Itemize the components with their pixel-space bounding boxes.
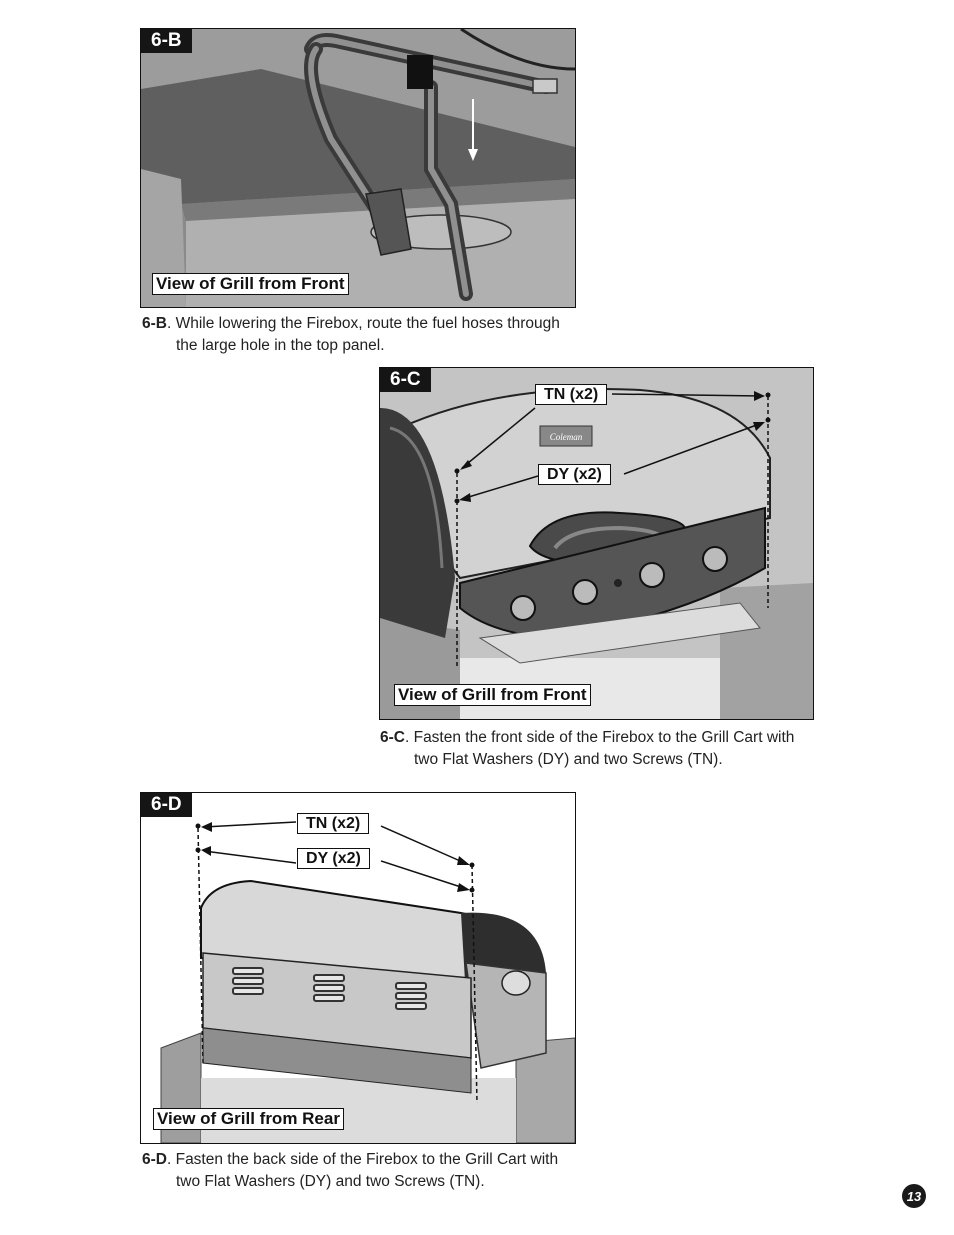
- figure-6d: [140, 792, 576, 1144]
- knob-1: [511, 596, 535, 620]
- figure-6c: [379, 367, 814, 720]
- caption-6b-line1: . While lowering the Firebox, route the fuel hoses through: [166, 315, 560, 332]
- figure-6b-illustration: [141, 29, 575, 307]
- figure-6b: [140, 28, 576, 308]
- figure-6c-brand-text: Coleman: [549, 432, 583, 442]
- caption-6c-id: 6-C: [380, 729, 405, 746]
- caption-6c-line1: . Fasten the front side of the Firebox to the Grill Cart with: [404, 729, 795, 746]
- knob-3: [640, 563, 664, 587]
- caption-6b-line2: the large hole in the top panel.: [176, 337, 385, 354]
- caption-6b: [142, 313, 560, 357]
- figure-6b-view-label: View of Grill from Front: [152, 273, 349, 295]
- figure-6d-tag: 6-D: [141, 793, 192, 817]
- page-number: 13: [902, 1184, 926, 1208]
- caption-6d-id: 6-D: [142, 1151, 167, 1168]
- caption-6d-line2: two Flat Washers (DY) and two Screws (TN).: [176, 1173, 485, 1190]
- caption-6c: [380, 727, 794, 771]
- figure-6c-part-dy: DY (x2): [538, 464, 611, 485]
- figure-6d-view-label: View of Grill from Rear: [153, 1108, 344, 1130]
- figure-6d-part-dy: DY (x2): [297, 848, 370, 869]
- figure-6d-part-tn: TN (x2): [297, 813, 369, 834]
- knob-2: [573, 580, 597, 604]
- figure-6c-tag: 6-C: [380, 368, 431, 392]
- figure-6d-illustration: [141, 793, 575, 1143]
- caption-6d-line1: . Fasten the back side of the Firebox to the Grill Cart with: [166, 1151, 559, 1168]
- figure-6c-part-tn: TN (x2): [535, 384, 607, 405]
- caption-6b-id: 6-B: [142, 315, 167, 332]
- knob-4: [703, 547, 727, 571]
- caption-6d: [142, 1149, 558, 1193]
- figure-6c-illustration: [380, 368, 813, 719]
- caption-6c-line2: two Flat Washers (DY) and two Screws (TN).: [414, 751, 723, 768]
- figure-6b-tag: 6-B: [141, 29, 192, 53]
- figure-6c-view-label: View of Grill from Front: [394, 684, 591, 706]
